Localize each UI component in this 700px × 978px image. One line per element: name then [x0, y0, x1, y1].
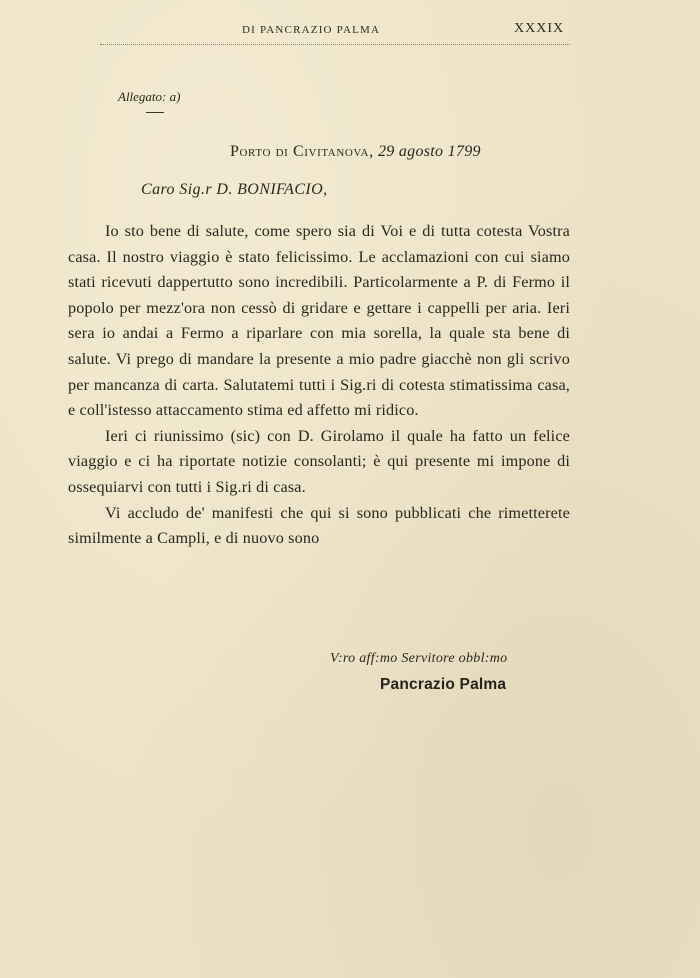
running-header: DI PANCRAZIO PALMA — [242, 24, 381, 36]
header-rule — [100, 44, 570, 45]
letter-place: Porto di Civitanova, — [230, 143, 374, 160]
letter-dateline — [230, 143, 481, 161]
letter-paragraph: Vi accludo de' manifesti che qui si sono pubblicati che rimetterete similmente a Campli, e di nuovo sono — [68, 503, 570, 548]
letter-salutation: Caro Sig.r D. BONIFACIO, — [141, 181, 328, 198]
letter-signature: Pancrazio Palma — [380, 676, 507, 693]
attachment-underline — [146, 112, 164, 113]
attachment-label: Allegato: a) — [118, 89, 181, 104]
letter-paragraph: Ieri ci riunissimo (sic) con D. Girolamo il quale ha fatto un felice viaggio e ci ha riportate notizie consolanti; è qui presente mi impone di ossequiarvi con tutti i Sig.ri di casa. — [68, 426, 570, 496]
letter-body — [68, 219, 570, 552]
letter-paragraph: Io sto bene di salute, come spero sia di Voi e di tutta cotesta Vostra casa. Il nostro viaggio è stato felicissimo. Le acclamazioni con cui siamo stati ricevuti dappertutto sono incredibili. Particolarmente a P. di Fermo il popolo per mezz'ora non cessò di gridare e gettare i cappelli per aria. Ieri sera io andai a Fermo a riparlare con mia sorella, la quale sta bene di salute. Vi prego di mandare la presente a mio padre giacchè non gli scrivo per mancanza di carta. Salutatemi tutti i Sig.ri di cotesta stimatissima casa, e coll'istesso attaccamento stima ed affetto mi ridico. — [68, 222, 570, 420]
letter-date: 29 agosto 1799 — [377, 143, 481, 160]
page-number: XXXIX — [514, 21, 565, 36]
letter-closing: V:ro aff:mo Servitore obbl:mo — [330, 651, 508, 666]
